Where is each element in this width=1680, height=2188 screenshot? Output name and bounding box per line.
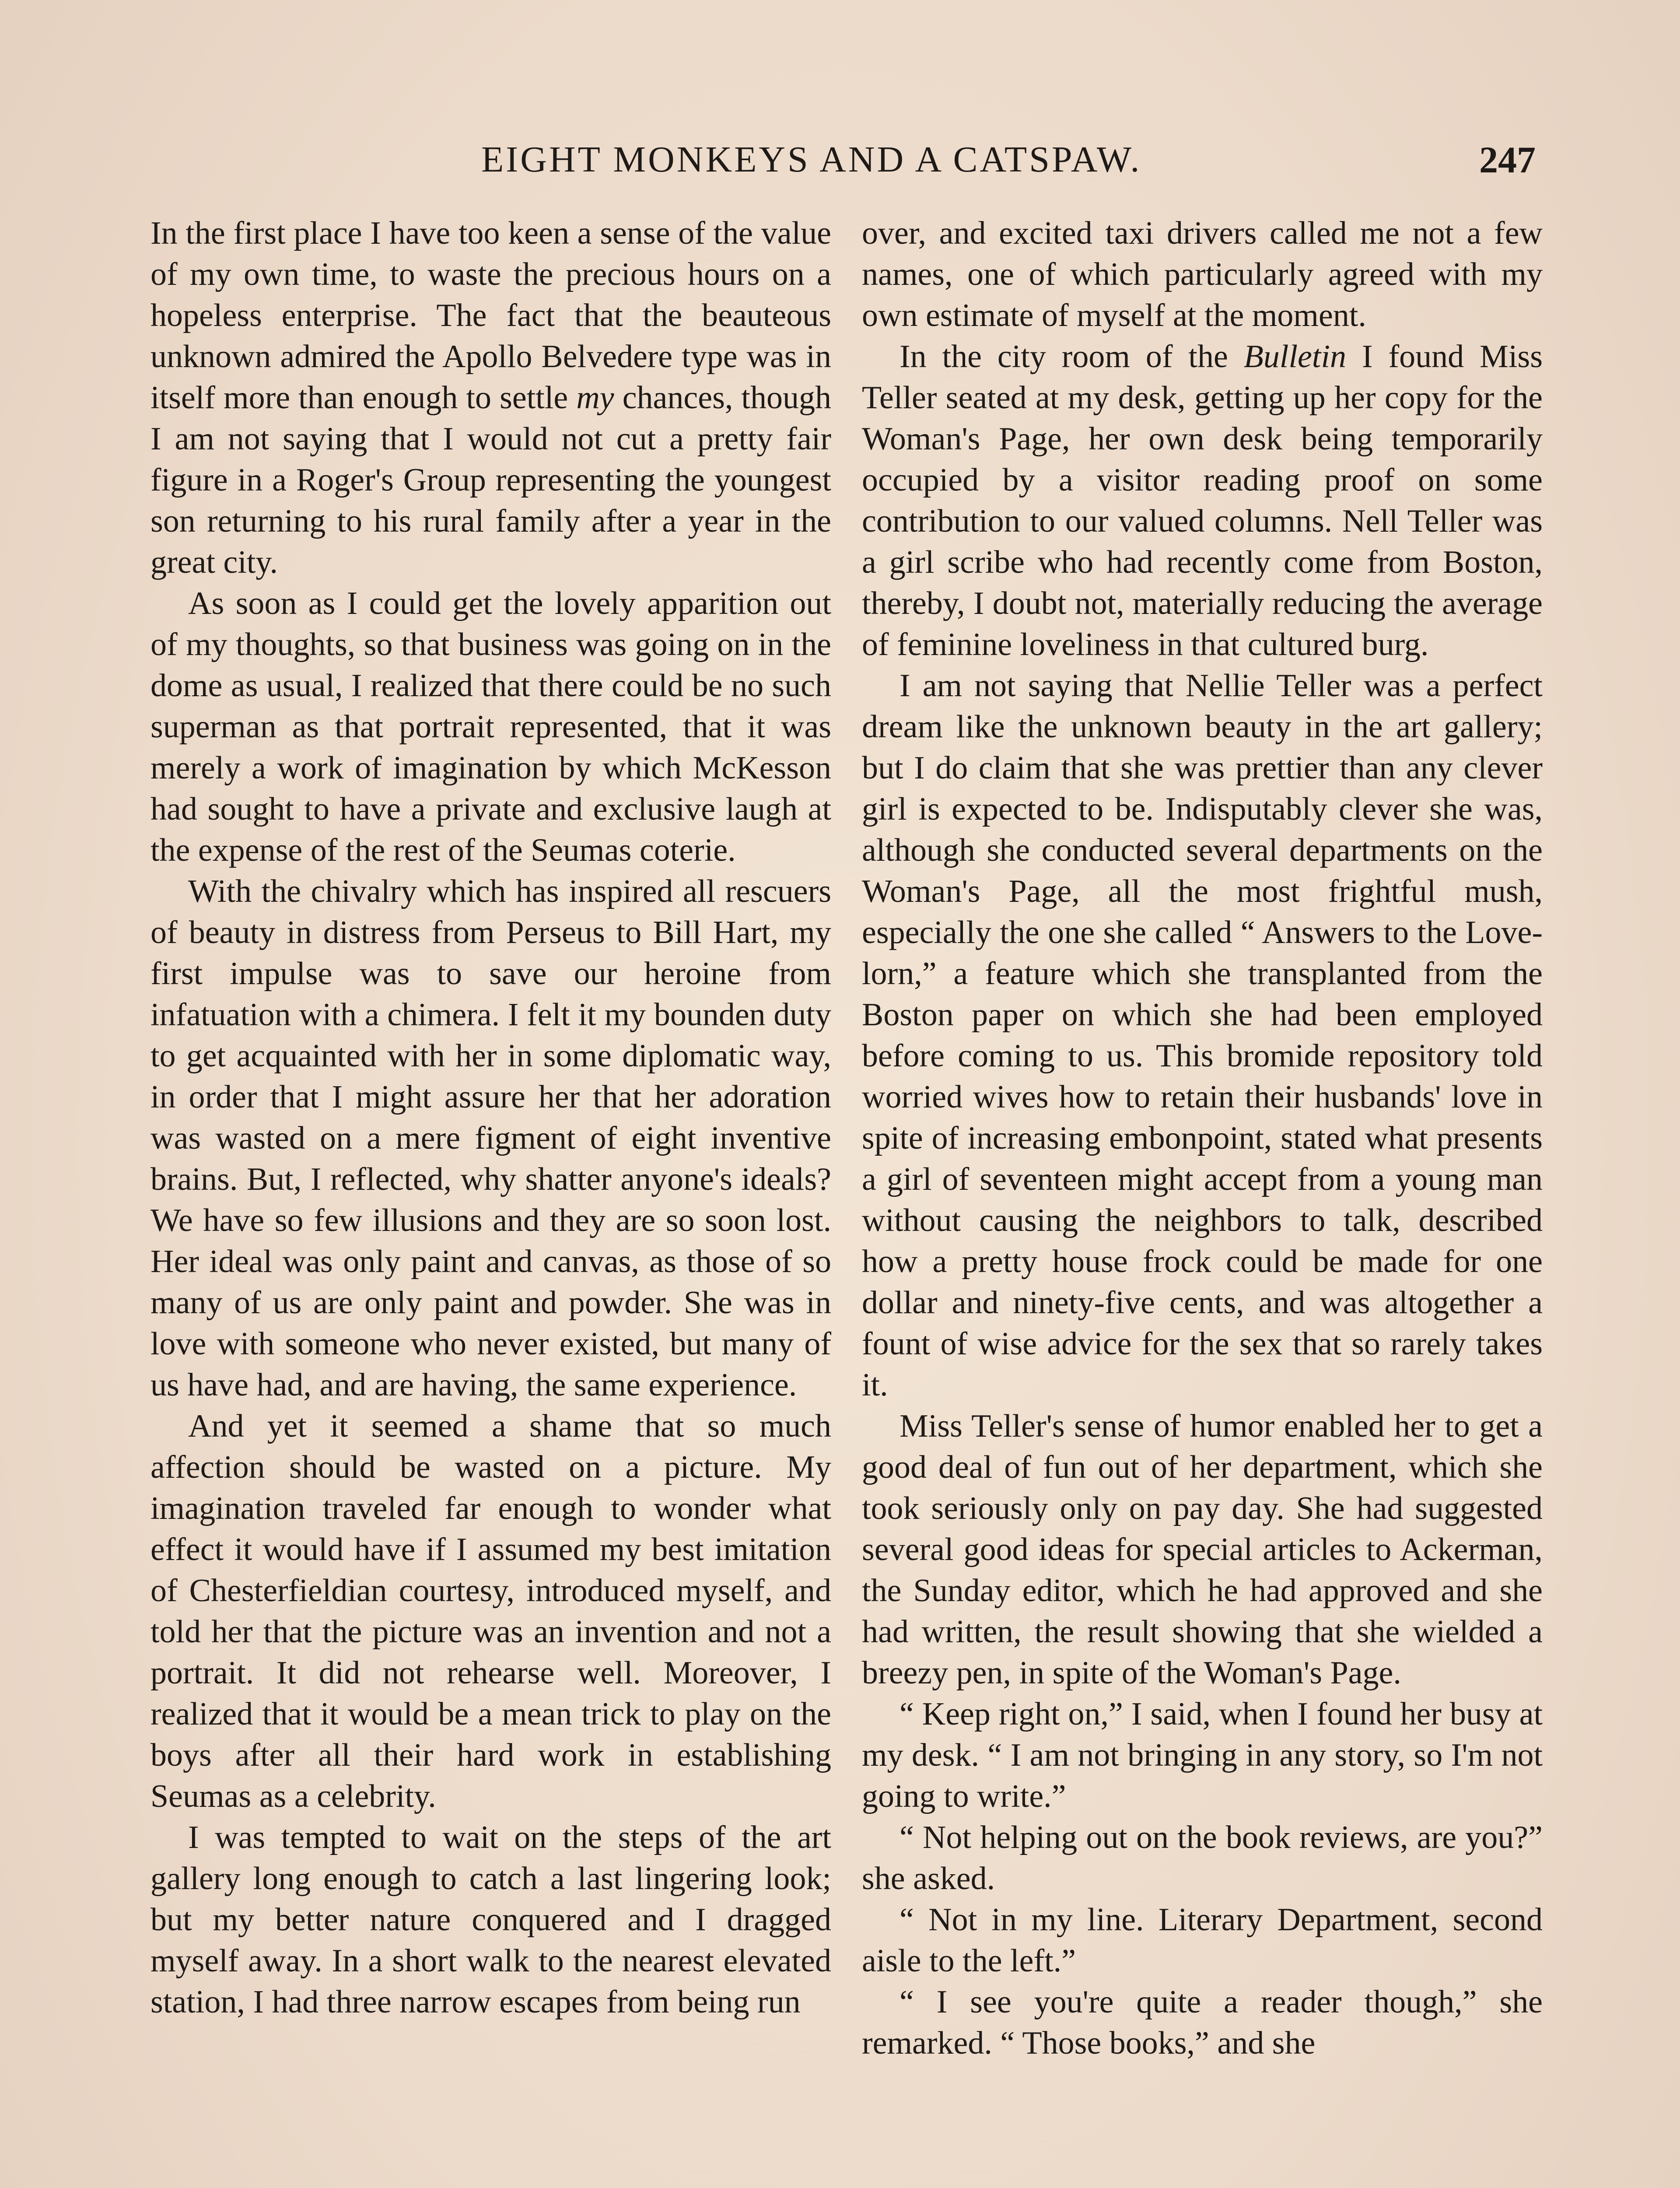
- emphasis-text: my: [576, 380, 614, 416]
- running-title: EIGHT MONKEYS AND A CATSPAW.: [481, 139, 1142, 180]
- paragraph: “ Keep right on,” I said, when I found her busy at my desk. “ I am not bringing in any story, so I'm not going to write.”: [862, 1696, 1543, 1814]
- left-column: [150, 213, 831, 2023]
- right-column: [862, 213, 1543, 2064]
- paragraph: I was tempted to wait on the steps of the art gallery long enough to catch a last lingering look; but my better nature conquered and I dragged myself away. In a short walk to the nearest elevated station, I had three narrow escapes from being run: [150, 1820, 831, 2020]
- paragraph: [862, 336, 1543, 665]
- paragraph-text: In the first place I have too keen a sense of the value of my own time, to waste the precious hours on a hopeless enterprise. The fact that the beauteous unknown admired the Apollo Belvedere type was in itself more than enough to settle: [150, 215, 831, 416]
- paragraph: With the chivalry which has inspired all rescuers of beauty in distress from Perseus to Bill Hart, my first impulse was to save our heroine from infatuation with a chimera. I felt it my bounden duty to get acquainted with her in some diplomatic way, in order that I might assure her that her adoration was wasted on a mere figment of eight inventive brains. But, I reflected, why shatter anyone's ideals? We have so few illusions and they are so soon lost. Her ideal was only paint and canvas, as those of so many of us are only paint and powder. She was in love with someone who never existed, but many of us have had, and are having, the same experience.: [150, 873, 831, 1403]
- page-number: 247: [1479, 139, 1536, 181]
- paragraph: “ I see you're quite a reader though,” she remarked. “ Those books,” and she: [862, 1984, 1543, 2061]
- paragraph-text: chances, though I am not saying that I would not cut a pretty fair figure in a Roger's Group representing the youngest son returning to his rural family after a year in the great city.: [150, 380, 831, 580]
- paragraph-text: In the city room of the: [900, 339, 1228, 375]
- paragraph: “ Not helping out on the book reviews, are you?” she asked.: [862, 1820, 1543, 1897]
- paragraph: I am not saying that Nellie Teller was a perfect dream like the unknown beauty in the art gallery; but I do claim that she was prettier than any clever girl is expected to be. Indisputably clever she was, although she conducted several departments on the Woman's Page, all the most frightful mush, especially the one she called “ Answers to the Love-lorn,” a feature which she transplanted from the Boston paper on which she had been employed before coming to us. This bromide repository told worried wives how to retain their husbands' love in spite of increasing embonpoint, stated what presents a girl of seventeen might accept from a young man without causing the neighbors to talk, described how a pretty house frock could be made for one dollar and ninety-five cents, and was altogether a fount of wise advice for the sex that so rarely takes it.: [862, 668, 1543, 1403]
- paragraph: Miss Teller's sense of humor enabled her to get a good deal of fun out of her department, which she took seriously only on pay day. She had suggested several good ideas for special articles to Ackerman, the Sunday editor, which he had approved and she had written, the result showing that she wielded a breezy pen, in spite of the Woman's Page.: [862, 1408, 1543, 1691]
- paragraph: [150, 213, 831, 583]
- paragraph: over, and excited taxi drivers called me not a few names, one of which particularly agreed with my own estimate of myself at the moment.: [862, 215, 1543, 333]
- newspaper-name: Bulletin: [1243, 339, 1347, 375]
- paragraph: As soon as I could get the lovely apparition out of my thoughts, so that business was going on in the dome as usual, I realized that there could be no such superman as that portrait represented, that it was merely a work of imagination by which McKesson had sought to have a private and exclusive laugh at the expense of the rest of the Seumas coterie.: [150, 586, 831, 868]
- running-head: [481, 131, 1536, 188]
- paragraph: And yet it seemed a shame that so much affection should be wasted on a picture. My imagination traveled far enough to wonder what effect it would have if I assumed my best imitation of Chesterfieldian courtesy, introduced myself, and told her that the picture was an invention and not a portrait. It did not rehearse well. Moreover, I realized that it would be a mean trick to play on the boys after all their hard work in establishing Seumas as a celebrity.: [150, 1408, 831, 1814]
- paragraph: “ Not in my line. Literary Department, second aisle to the left.”: [862, 1902, 1543, 1979]
- paragraph-text: I found Miss Teller seated at my desk, getting up her copy for the Woman's Page, her own desk being temporarily occupied by a visitor reading proof on some contribution to our valued columns. Nell Teller was a girl scribe who had recently come from Boston, thereby, I doubt not, materially reducing the average of feminine loveliness in that cultured burg.: [862, 339, 1543, 663]
